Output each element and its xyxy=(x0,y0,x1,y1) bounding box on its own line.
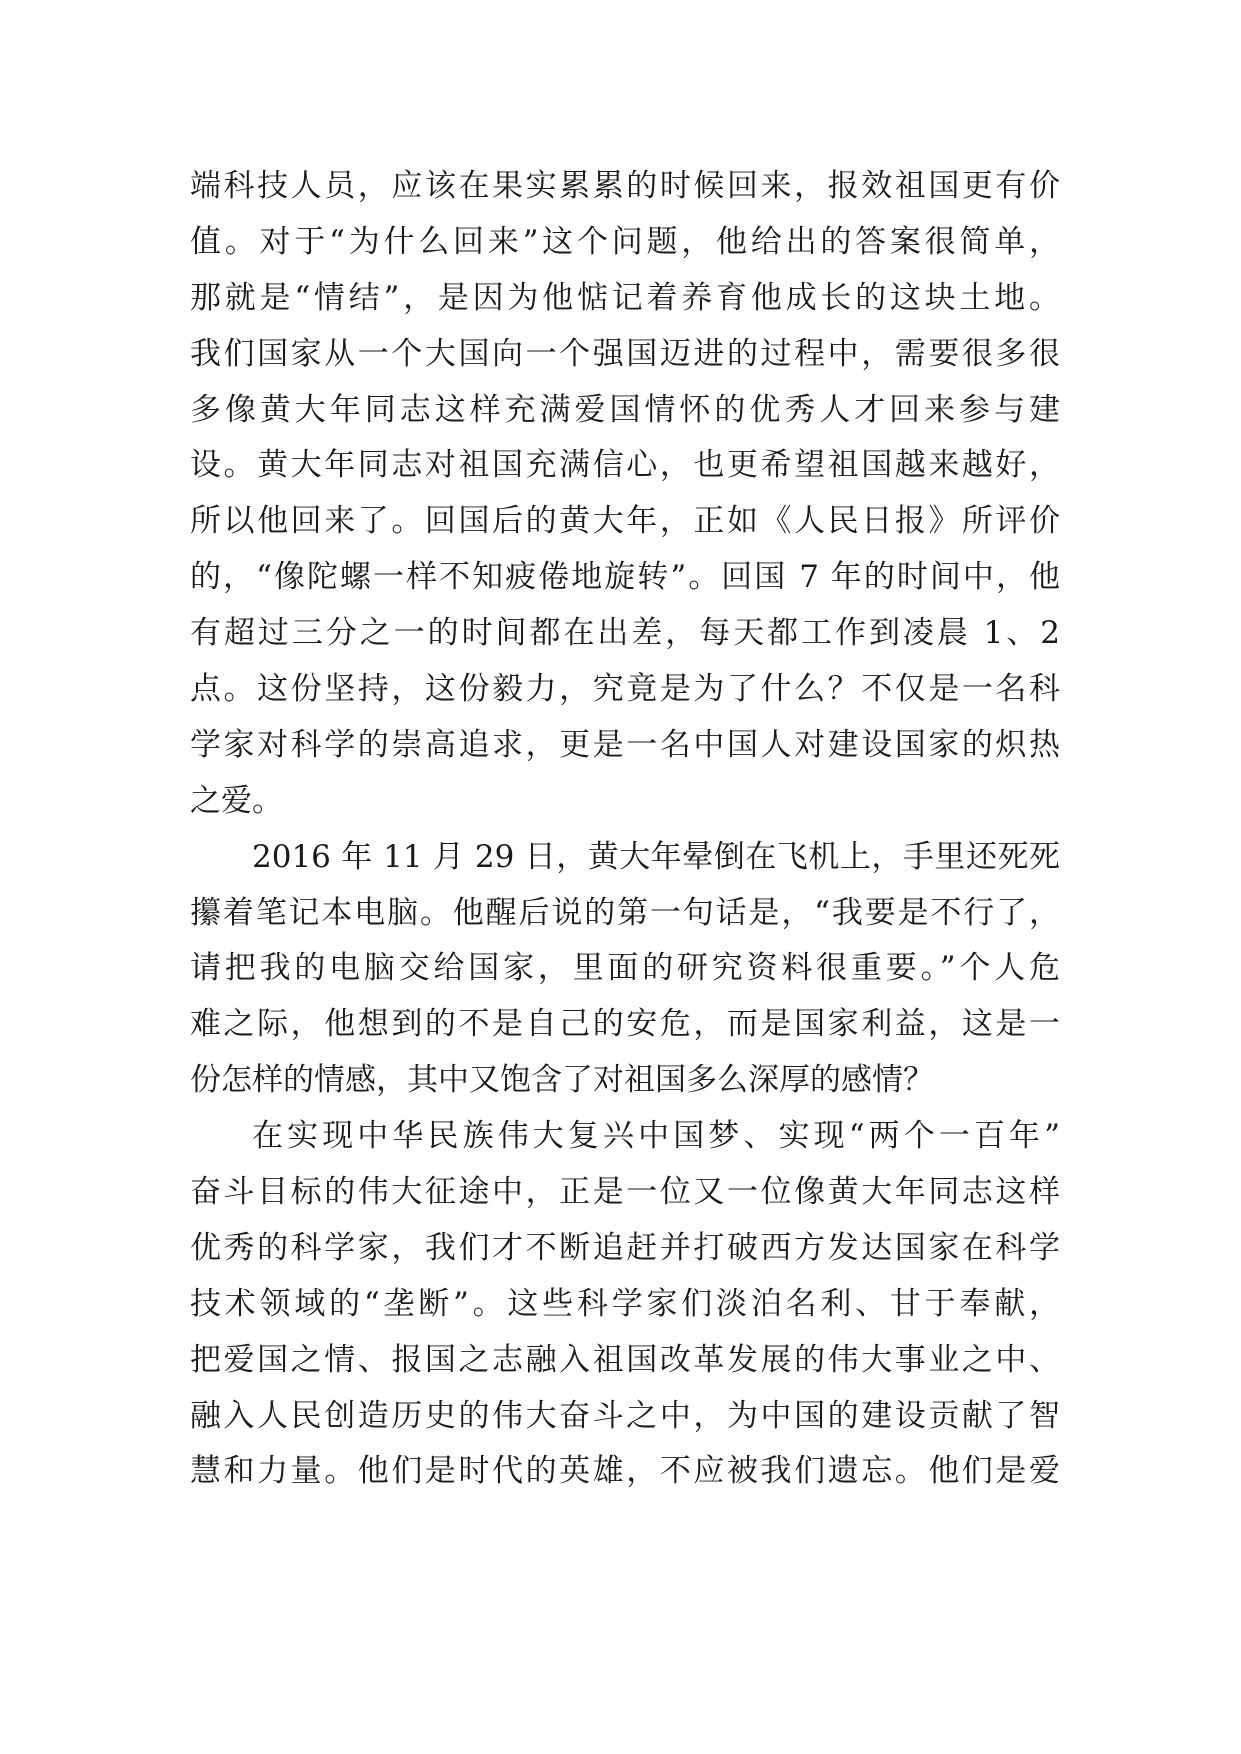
text-line: 把爱国之情、报国之志融入祖国改革发展的伟大事业之中、 xyxy=(190,1341,1060,1378)
text-line: 那就是“情结”，是因为他惦记着养育他成长的这块土地。 xyxy=(190,279,1060,316)
text-line: 请把我的电脑交给国家，里面的研究资料很重要。”个人危 xyxy=(190,950,1060,987)
text-line: 端科技人员，应该在果实累累的时候回来，报效祖国更有价 xyxy=(190,168,1060,204)
text-line: 2016 年 11 月 29 日，黄大年晕倒在飞机上，手里还死死 xyxy=(252,838,1060,875)
text-line: 多像黄大年同志这样充满爱国情怀的优秀人才回来参与建 xyxy=(190,391,1060,428)
text-line: 有超过三分之一的时间都在出差，每天都工作到凌晨 1、2 xyxy=(190,615,1060,652)
text-line: 在实现中华民族伟大复兴中国梦、实现“两个一百年” xyxy=(252,1118,1060,1155)
document-body xyxy=(190,159,1060,1500)
text-line: 值。对于“为什么回来”这个问题，他给出的答案很简单， xyxy=(190,223,1060,260)
text-line: 之爱。 xyxy=(190,782,283,819)
text-line: 所以他回来了。回国后的黄大年，正如《人民日报》所评价 xyxy=(190,503,1060,540)
text-line: 设。黄大年同志对祖国充满信心，也更希望祖国越来越好， xyxy=(190,447,1060,484)
text-line: 技术领域的“垄断”。这些科学家们淡泊名利、甘于奉献， xyxy=(190,1285,1060,1322)
text-line: 我们国家从一个大国向一个强国迈进的过程中，需要很多很 xyxy=(190,335,1060,372)
text-line: 攥着笔记本电脑。他醒后说的第一句话是，“我要是不行了， xyxy=(190,894,1060,931)
text-line: 难之际，他想到的不是自己的安危，而是国家利益，这是一 xyxy=(190,1006,1060,1043)
text-line: 的，“像陀螺一样不知疲倦地旋转”。回国 7 年的时间中，他 xyxy=(190,559,1060,596)
text-line: 融入人民创造历史的伟大奋斗之中，为中国的建设贡献了智 xyxy=(190,1397,1060,1434)
text-line: 奋斗目标的伟大征途中，正是一位又一位像黄大年同志这样 xyxy=(190,1174,1060,1211)
text-line: 点。这份坚持，这份毅力，究竟是为了什么？不仅是一名科 xyxy=(190,671,1060,708)
text-line: 学家对科学的崇高追求，更是一名中国人对建设国家的炽热 xyxy=(190,726,1060,763)
text-line: 优秀的科学家，我们才不断追赶并打破西方发达国家在科学 xyxy=(190,1229,1060,1266)
text-line: 份怎样的情感，其中又饱含了对祖国多么深厚的感情？ xyxy=(190,1062,934,1099)
text-line: 慧和力量。他们是时代的英雄，不应被我们遗忘。他们是爱 xyxy=(190,1453,1060,1490)
